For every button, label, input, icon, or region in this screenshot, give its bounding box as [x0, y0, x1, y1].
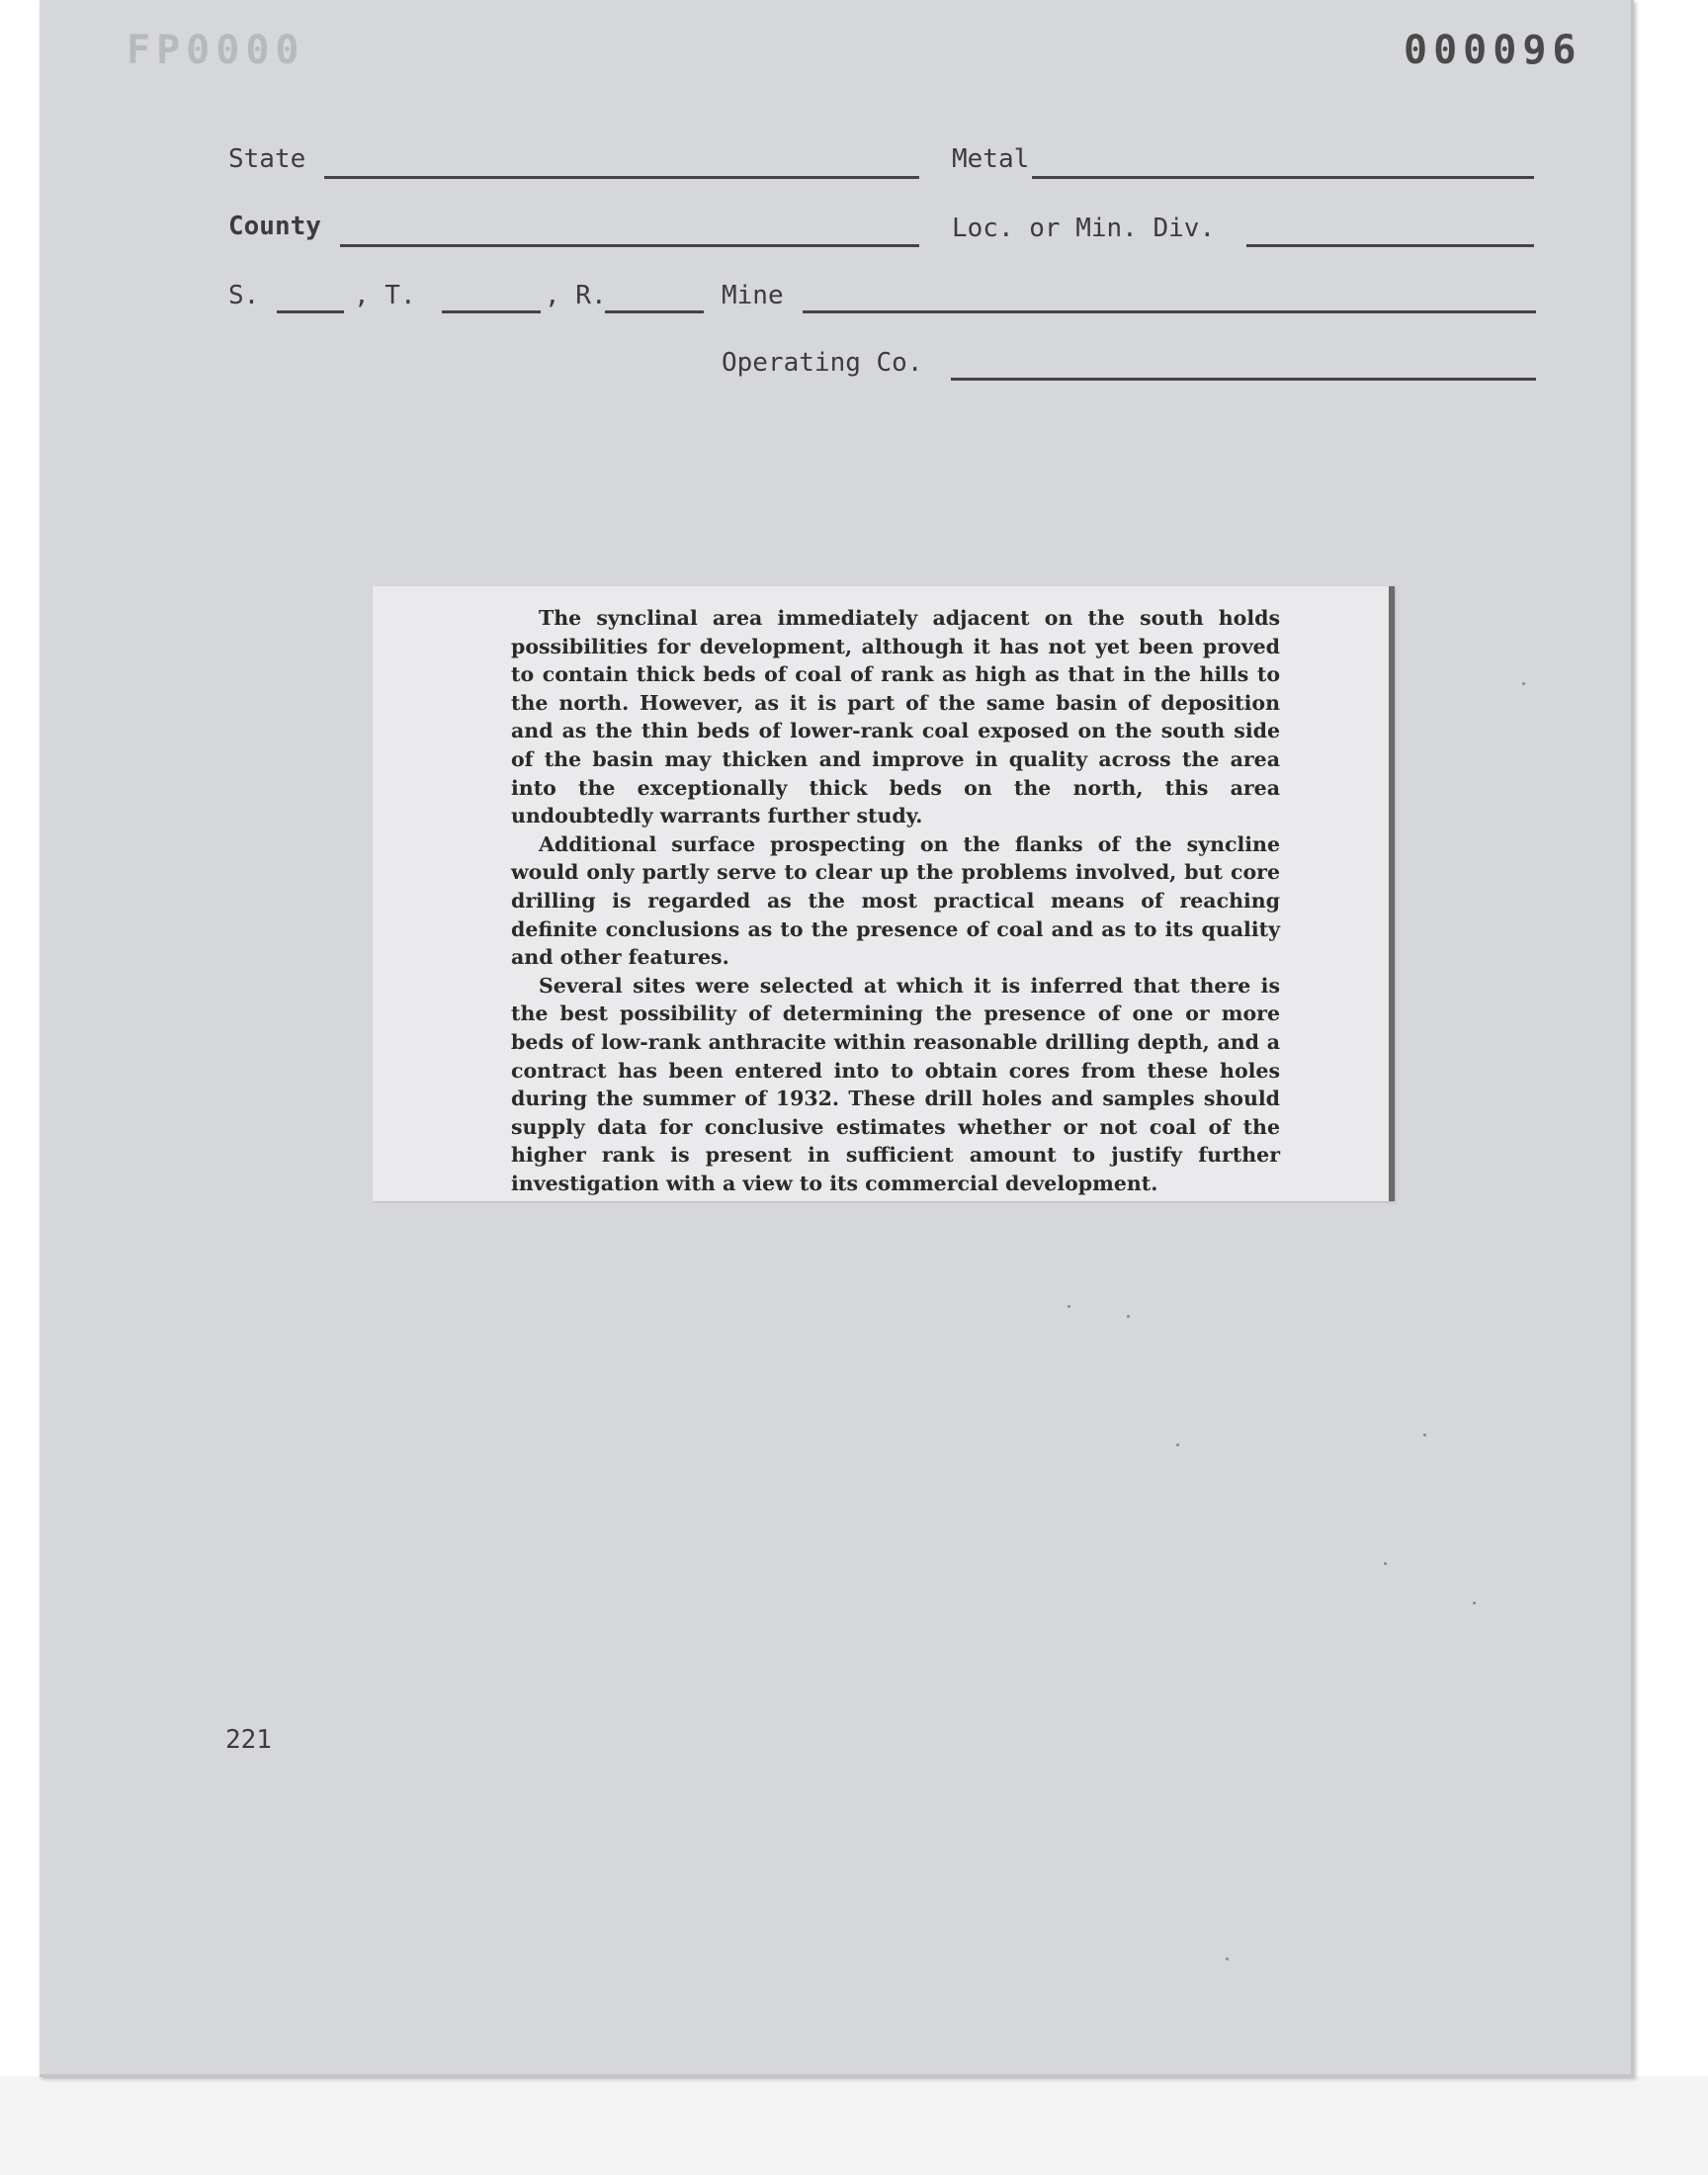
- scan-speck: [1522, 682, 1525, 685]
- county-field[interactable]: [340, 244, 919, 247]
- scan-speck: [1423, 1434, 1426, 1436]
- loc-min-div-field[interactable]: [1246, 244, 1534, 247]
- mine-label: Mine: [722, 281, 784, 310]
- range-field[interactable]: [605, 310, 704, 313]
- state-field[interactable]: [324, 176, 919, 179]
- township-field[interactable]: [442, 310, 541, 313]
- scan-speck: [1226, 1958, 1229, 1960]
- document-sheet: [40, 0, 1634, 2077]
- loc-min-div-label: Loc. or Min. Div.: [952, 214, 1216, 243]
- section-label: S.: [228, 281, 260, 310]
- township-label: , T.: [354, 281, 416, 310]
- state-label: State: [228, 144, 306, 174]
- mine-field[interactable]: [803, 310, 1536, 313]
- pasted-text-clipping: [373, 586, 1395, 1201]
- operating-co-field[interactable]: [951, 378, 1536, 381]
- clipping-paragraph: The synclinal area immediately adjacent on the south holds possibilities for development, although it has not yet been proved to contain thick beds of coal of rank as high as that in the hills to the north. However, as it is part of the same basin of deposition and as the thin beds of lower-rank coal exposed on the south side of the basin may thicken and improve in quality across the area into the exceptionally thick beds on the north, this area undoubtedly warrants further study.: [511, 606, 1280, 828]
- clipping-body: [511, 604, 1280, 1197]
- faded-document-id: FP0000: [127, 28, 305, 73]
- scan-speck: [1068, 1305, 1070, 1308]
- clipping-paragraph: Additional surface prospecting on the flanks of the syncline would only partly serve to clear up the problems involved, but core drilling is regarded as the most practical means of reaching definite conclusions as to the presence of coal and as to its quality and other features.: [511, 831, 1280, 970]
- document-number: 000096: [1404, 28, 1582, 73]
- section-field[interactable]: [277, 310, 344, 313]
- clipping-paragraph: Several sites were selected at which it is inferred that there is the best possibility of determining the presence of one or more beds of low-rank anthracite within reasonable drilling depth, and a contract has been entered into to obtain cores from these holes during the summer of 1932. These drill holes and samples should supply data for conclusive estimates whether or not coal of the higher rank is present in sufficient amount to justify further investigation with a view to its commercial development.: [511, 973, 1280, 1195]
- operating-co-label: Operating Co.: [722, 348, 923, 378]
- metal-label: Metal: [952, 144, 1030, 174]
- scanner-bottom-strip: [0, 2076, 1708, 2175]
- scan-speck: [1384, 1562, 1387, 1565]
- metal-field[interactable]: [1032, 176, 1534, 179]
- scan-speck: [1127, 1315, 1130, 1318]
- page-number: 221: [225, 1725, 272, 1755]
- county-label: County: [228, 212, 321, 241]
- range-label: , R.: [545, 281, 607, 310]
- scan-speck: [1473, 1602, 1476, 1605]
- scan-speck: [1176, 1443, 1179, 1446]
